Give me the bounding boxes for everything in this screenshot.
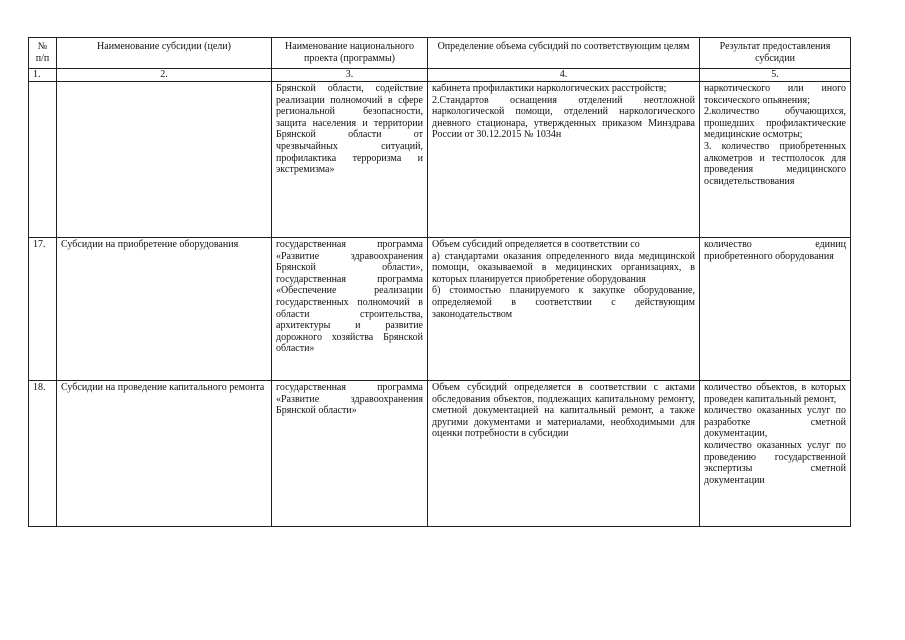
result-line: количество оказанных услуг по разработке сметной документации,	[704, 405, 846, 440]
header-volume: Определение объема субсидий по соответствующим целям	[428, 38, 700, 69]
row-name: Субсидии на проведение капитального ремонта	[57, 381, 272, 527]
header-row	[29, 38, 851, 69]
row-num: 18.	[29, 381, 57, 527]
header-project: Наименование национального проекта (программы)	[272, 38, 428, 69]
subsidy-table	[28, 37, 851, 527]
column-number: 4.	[428, 69, 700, 82]
table-row	[29, 238, 851, 381]
result-line: количество единиц приобретенного оборудования	[704, 239, 846, 262]
header-name: Наименование субсидии (цели)	[57, 38, 272, 69]
row-project: государственная программа «Развитие здравоохранения Брянской области», государственная программа «Обеспечение реализации государственных полномочий в области строительства, архитектуры и развитие дорожного хозяйства Брянской области»	[272, 238, 428, 381]
row-name: Субсидии на приобретение оборудования	[57, 238, 272, 381]
column-number: 1.	[29, 69, 57, 82]
row-project: государственная программа «Развитие здравоохранения Брянской области»	[272, 381, 428, 527]
result-line: 3. количество приобретенных алкометров и тестполосок для проведения медицинского освидетельствования	[704, 140, 846, 187]
row-volume	[428, 238, 700, 381]
row-volume	[428, 381, 700, 527]
row-num	[29, 82, 57, 238]
column-number: 5.	[700, 69, 851, 82]
row-result	[700, 381, 851, 527]
header-num: № п/п	[29, 38, 57, 69]
result-line: количество оказанных услуг по проведению государственной экспертизы сметной документации	[704, 439, 846, 486]
table-row	[29, 381, 851, 527]
result-line: 2.количество обучающихся, прошедших профилактические медицинские осмотры;	[704, 106, 846, 141]
row-project: Брянской области, содействие реализации полномочий в сфере региональной безопасности, защита населения и территории Брянской области от чрезвычайных ситуаций, профилактика терроризма и экстремизма»	[272, 82, 428, 238]
result-line: наркотического или иного токсического опьянения;	[704, 83, 846, 106]
row-num: 17.	[29, 238, 57, 381]
row-result	[700, 238, 851, 381]
column-number-row	[29, 69, 851, 82]
column-number: 2.	[57, 69, 272, 82]
volume-line: кабинета профилактики наркологических расстройств;	[432, 83, 667, 94]
table-row	[29, 82, 851, 238]
column-number: 3.	[272, 69, 428, 82]
header-result: Результат предоставления субсидии	[700, 38, 851, 69]
volume-line: б) стоимостью планируемого к закупке оборудование, определяемой в соответствии с действующим законодательством	[432, 285, 695, 320]
volume-line: 2.Стандартов оснащения отделений неотложной наркологической помощи, отделений наркологического дневного стационара, утвержденных приказом Минздрава России от 30.12.2015 № 1034н	[432, 94, 695, 141]
row-volume	[428, 82, 700, 238]
volume-line: Объем субсидий определяется в соответствии с актами обследования объектов, подлежащих капитальному ремонту, сметной документацией на капитальный ремонт, а также другими документами и материалами, необходимыми для оценки потребности в субсидии	[432, 382, 695, 440]
row-result	[700, 82, 851, 238]
result-line: количество объектов, в которых проведен капитальный ремонт,	[704, 382, 846, 405]
volume-line: а) стандартами оказания определенного вида медицинской помощи, оказываемой в медицинских организациях, в которых планируется приобретение оборудования	[432, 250, 695, 285]
volume-line: Объем субсидий определяется в соответствии со	[432, 239, 640, 250]
row-name	[57, 82, 272, 238]
